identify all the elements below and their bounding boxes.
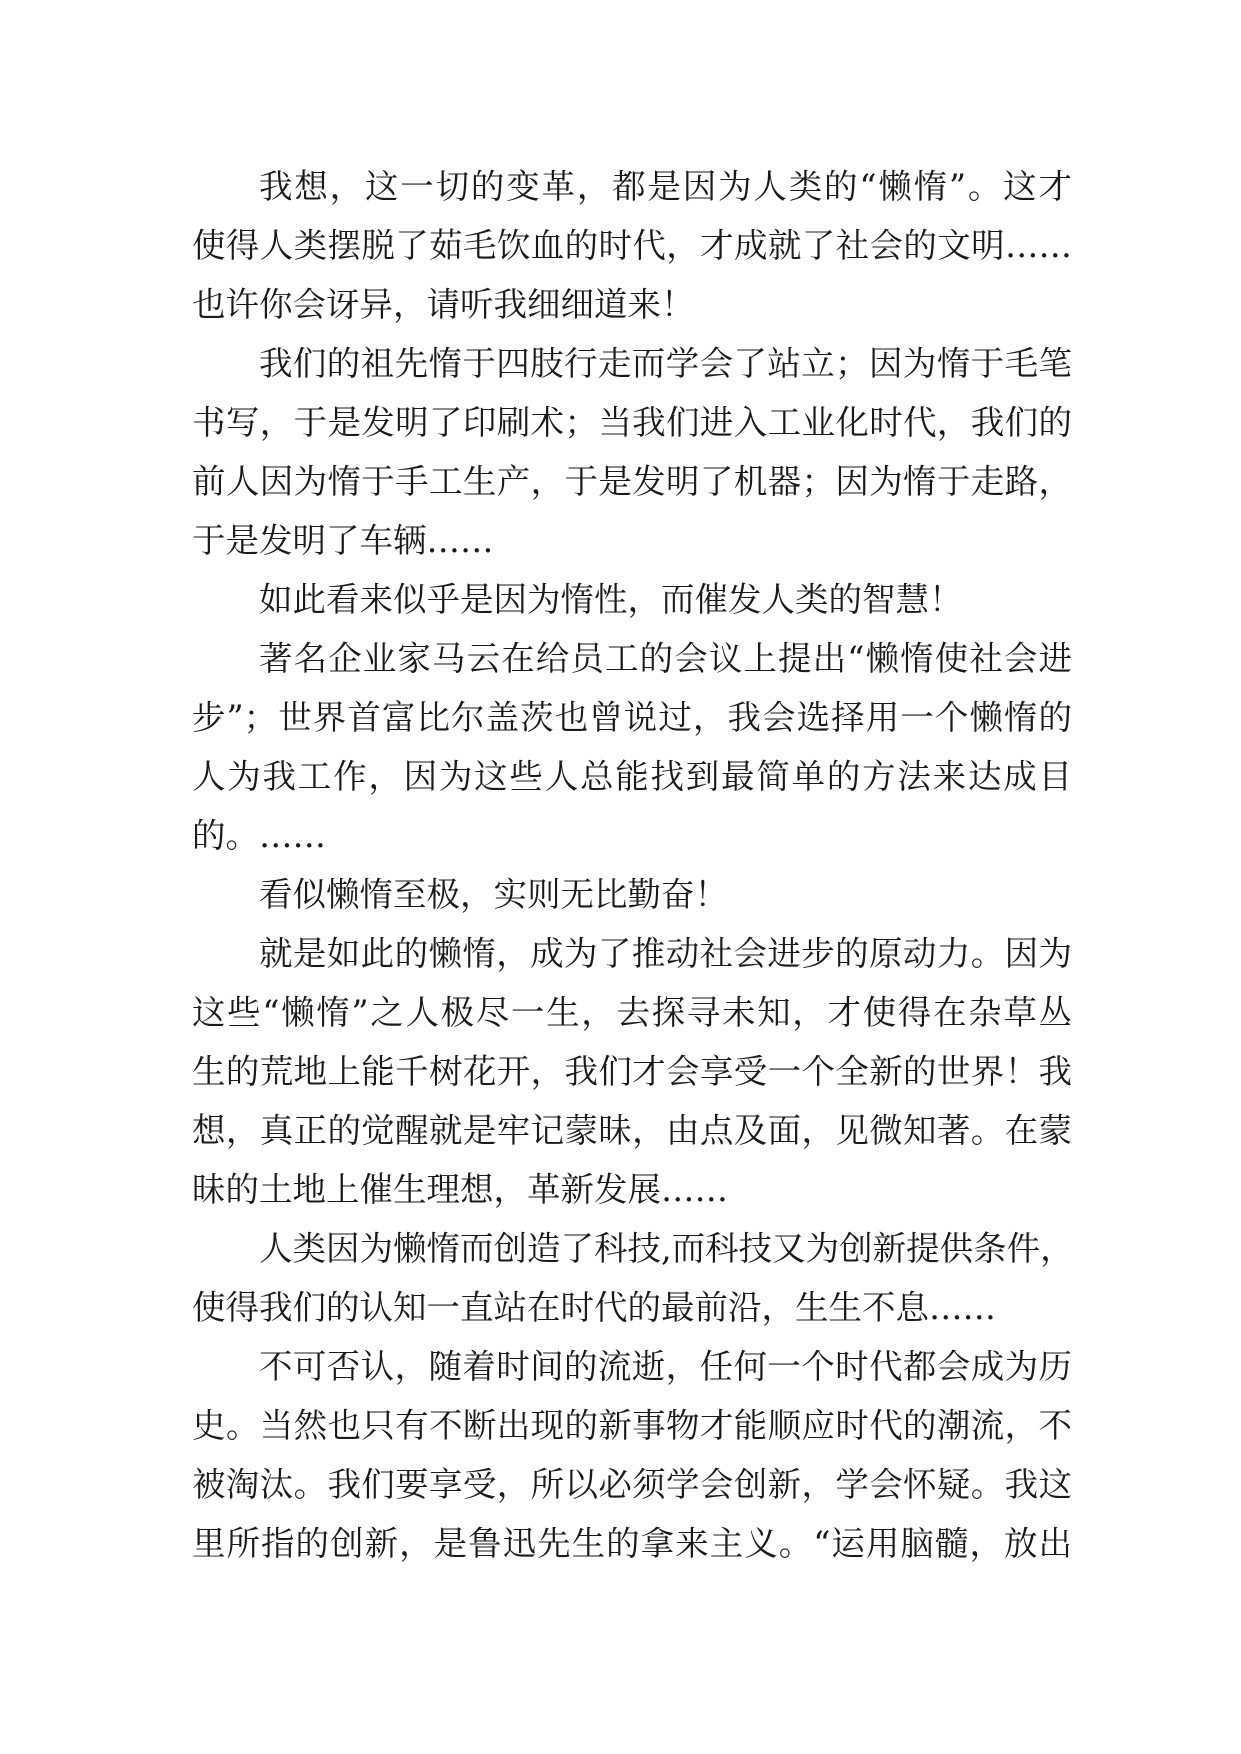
paragraph-line: 里所指的创新，是鲁迅先生的拿来主义。“运用脑髓，放出 [192,1524,1072,1563]
paragraph-line: 人类因为懒惰而创造了科技,而科技又为创新提供条件， [259,1229,1074,1268]
paragraph-line: 的。…… [192,816,326,855]
document-body [192,157,1072,1573]
paragraph-line: 步”；世界首富比尔盖茨也曾说过，我会选择用一个懒惰的 [192,698,1072,737]
paragraph-line: 人为我工作，因为这些人总能找到最简单的方法来达成目 [192,757,1072,796]
paragraph-line: 生的荒地上能千树花开，我们才会享受一个全新的世界！我 [192,1052,1072,1091]
paragraph-line: 被淘汰。我们要享受，所以必须学会创新，学会怀疑。我这 [192,1465,1072,1504]
paragraph-line: 也许你会讶异，请听我细细道来！ [192,285,695,324]
paragraph-line: 不可否认，随着时间的流逝，任何一个时代都会成为历 [259,1347,1072,1386]
paragraph-line: 著名企业家马云在给员工的会议上提出“懒惰使社会进 [259,639,1072,678]
paragraph-line: 如此看来似乎是因为惰性，而催发人类的智慧！ [259,580,963,619]
paragraph-line: 我们的祖先惰于四肢行走而学会了站立；因为惰于毛笔 [259,344,1072,383]
paragraph-line: 就是如此的懒惰，成为了推动社会进步的原动力。因为 [259,934,1072,973]
paragraph-line: 看似懒惰至极，实则无比勤奋！ [259,875,728,914]
paragraph-line: 使得人类摆脱了茹毛饮血的时代，才成就了社会的文明…… [192,226,1072,265]
paragraph-line: 书写，于是发明了印刷术；当我们进入工业化时代，我们的 [192,403,1072,442]
paragraph-line: 于是发明了车辆…… [192,521,494,560]
paragraph-line: 这些“懒惰”之人极尽一生，去探寻未知，才使得在杂草丛 [192,993,1072,1032]
paragraph-line: 使得我们的认知一直站在时代的最前沿，生生不息…… [192,1288,996,1327]
paragraph-line: 我想，这一切的变革，都是因为人类的“懒惰”。这才 [259,167,1072,206]
paragraph-line: 昧的土地上催生理想，革新发展…… [192,1170,728,1209]
paragraph-line: 想，真正的觉醒就是牢记蒙昧，由点及面，见微知著。在蒙 [192,1111,1072,1150]
paragraph-line: 前人因为惰于手工生产，于是发明了机器；因为惰于走路， [192,462,1072,501]
paragraph-line: 史。当然也只有不断出现的新事物才能顺应时代的潮流，不 [192,1406,1072,1445]
